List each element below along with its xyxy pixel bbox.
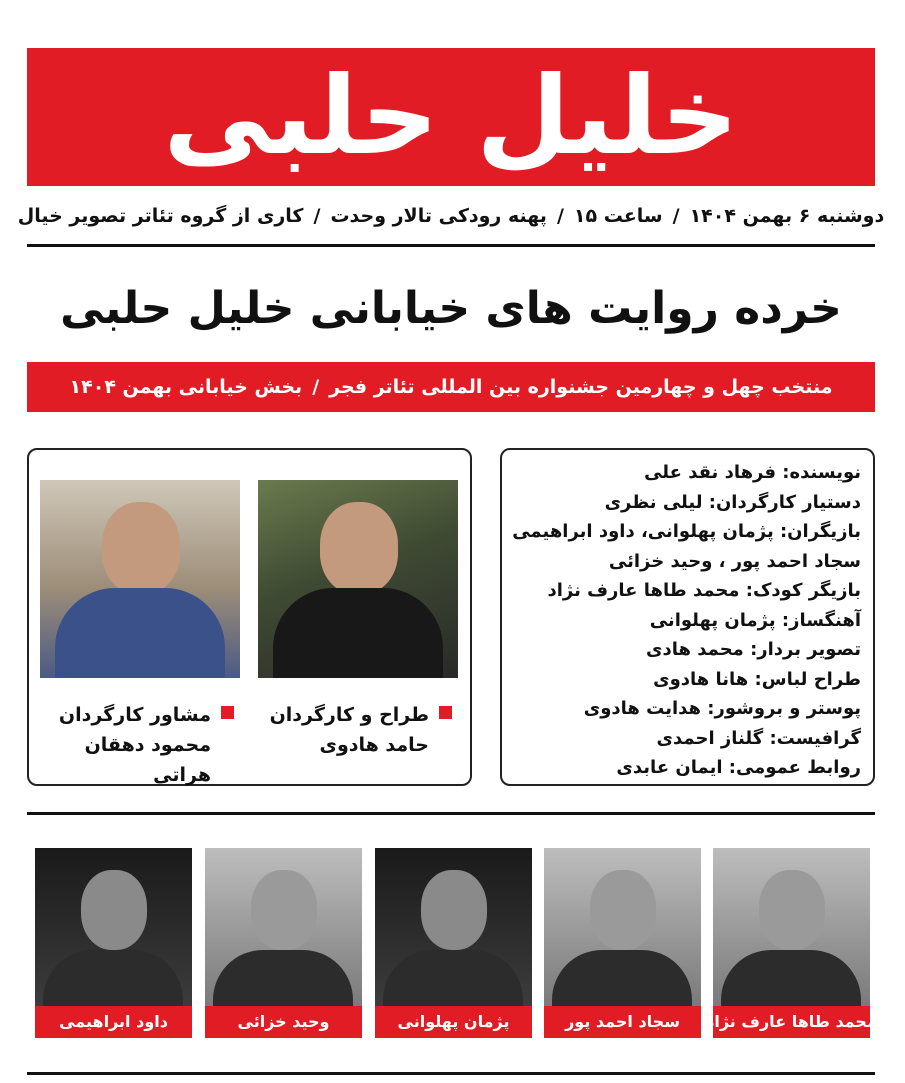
directors-box <box>27 448 472 786</box>
theater-group: کاری از گروه تئاتر تصویر خیال <box>17 205 304 227</box>
festival-section: بخش خیابانی بهمن ۱۴۰۴ <box>69 376 303 398</box>
actor-photo <box>375 848 532 1006</box>
director-role: طراح و کارگردان <box>269 704 429 726</box>
festival-selection: منتخب چهل و چهارمین جشنواره بین المللی تئاتر فجر <box>329 376 833 398</box>
info-separator: / <box>313 205 321 227</box>
performance-venue: پهنه رودکی تالار وحدت <box>330 205 547 227</box>
divider <box>27 812 875 815</box>
actor-name: وحید خزائی <box>205 1004 362 1038</box>
red-square-icon <box>221 706 234 719</box>
advisor-label <box>40 700 240 790</box>
info-separator: / <box>672 205 680 227</box>
actor-name: پژمان پهلوانی <box>375 1004 532 1038</box>
info-separator: / <box>556 205 564 227</box>
advisor-photo <box>40 480 240 678</box>
red-square-icon <box>439 706 452 719</box>
actor-card <box>205 848 362 1038</box>
credit-line: دستیار کارگردان: لیلی نظری <box>604 491 861 513</box>
actor-name: سجاد احمد پور <box>544 1004 701 1038</box>
actor-name: داود ابراهیمی <box>35 1004 192 1038</box>
advisor-name: محمود دهقان هراتی <box>84 734 211 786</box>
poster-title: خلیل حلبی <box>163 54 739 179</box>
actor-card <box>35 848 192 1038</box>
festival-bar <box>27 362 875 412</box>
credit-line: بازیگران: پژمان پهلوانی، داود ابراهیمی <box>512 521 861 542</box>
actor-photo <box>544 848 701 1006</box>
festival-separator: / <box>312 376 320 398</box>
credit-line: آهنگساز: پژمان پهلوانی <box>649 609 861 631</box>
credit-line: روابط عمومی: ایمان عابدی <box>616 757 861 778</box>
credit-line: طراح لباس: هانا هادوی <box>653 668 861 690</box>
actor-card <box>706 848 877 1038</box>
advisor-role: مشاور کارگردان <box>58 704 211 726</box>
title-banner <box>27 48 875 186</box>
actor-photo <box>205 848 362 1006</box>
credits-list <box>514 458 861 783</box>
actor-card <box>375 848 532 1038</box>
credit-line: تصویر بردار: محمد هادی <box>645 639 861 660</box>
actors-row <box>35 848 877 1038</box>
credit-line: بازیگر کودک: محمد طاها عارف نژاد <box>547 580 861 601</box>
actor-card <box>544 848 701 1038</box>
actor-photo <box>713 848 870 1006</box>
credit-line: پوستر و بروشور: هدایت هادوی <box>583 698 861 719</box>
director-photo <box>258 480 458 678</box>
credit-line: نویسنده: فرهاد نقد علی <box>644 462 861 483</box>
credit-line: گرافیست: گلناز احمدی <box>656 727 861 749</box>
advisor-card <box>40 480 240 790</box>
headline: خرده روایت های خیابانی خلیل حلبی <box>60 282 842 334</box>
divider <box>27 1072 875 1075</box>
divider <box>27 244 875 247</box>
director-label <box>258 700 458 760</box>
credits-box <box>500 448 875 786</box>
actor-name: محمد طاها عارف نژاد <box>713 1004 870 1038</box>
performance-info <box>17 198 885 234</box>
performance-date: دوشنبه ۶ بهمن ۱۴۰۴ <box>689 205 885 227</box>
credit-line: سجاد احمد پور ، وحید خزائی <box>608 550 861 572</box>
director-card <box>258 480 458 760</box>
performance-time: ساعت ۱۵ <box>573 205 663 227</box>
director-name: حامد هادوی <box>319 734 429 756</box>
actor-photo <box>35 848 192 1006</box>
